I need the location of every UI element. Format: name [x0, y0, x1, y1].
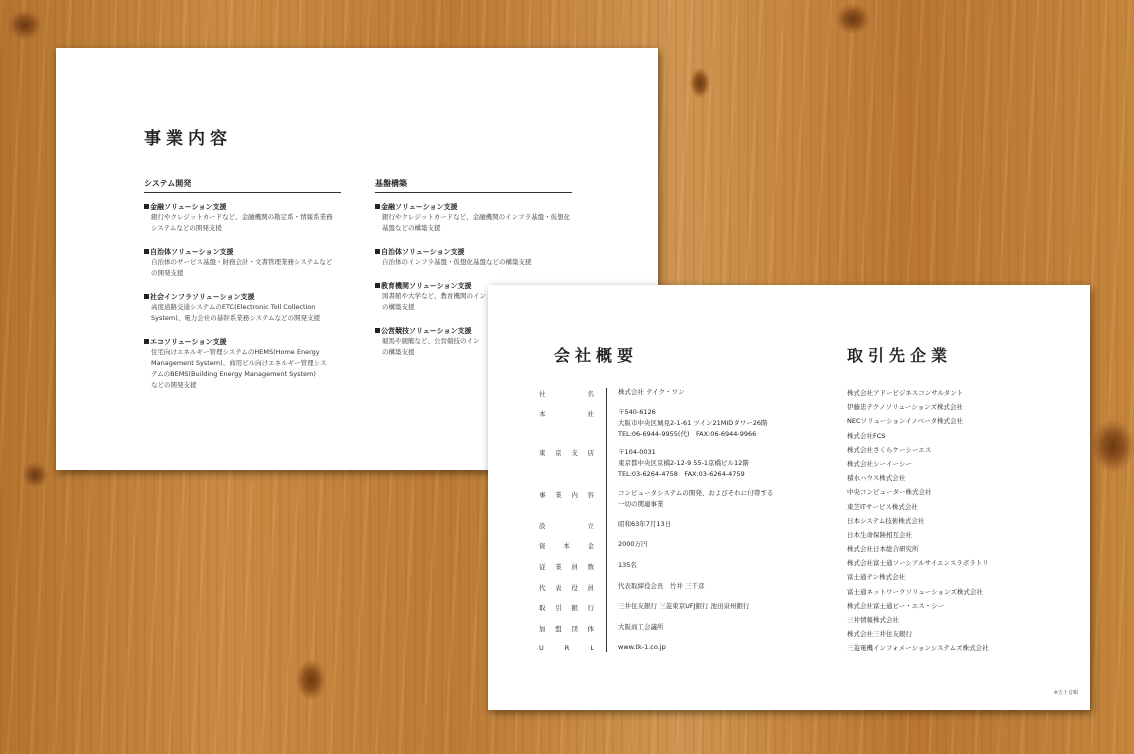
service-desc: 競馬や競艇など、公営競技のイン の構築支援	[382, 337, 480, 356]
client-item: 東芝ITサービス株式会社	[847, 502, 918, 511]
service-item	[144, 202, 341, 234]
service-desc: 住宅向けエネルギー管理システムのHEMS(Home Energy Management System)、商用ビル向けエネルギー管理シス テムのBEMS(Building Energy Management System) などの開発支援	[151, 348, 327, 389]
bullet-icon	[144, 294, 149, 299]
info-value	[618, 642, 666, 653]
company-profile-page	[488, 285, 1090, 710]
info-value: 三井住友銀行 三菱東京UFJ銀行 池田泉州銀行	[618, 602, 750, 610]
service-name: 金融ソリューション支援	[150, 203, 227, 211]
wood-knot	[690, 68, 710, 98]
client-item: 株式会社さくらケーシーエス	[847, 445, 932, 454]
info-label: 加 盟 団 体	[539, 625, 594, 633]
info-label: 本 社	[539, 410, 594, 418]
info-value: 2000万円	[618, 540, 648, 548]
service-item	[144, 292, 341, 324]
client-item: 三菱電機インフォメーションシステムズ株式会社	[847, 644, 989, 653]
client-item: 中央コンピューター株式会社	[847, 488, 932, 497]
service-name: 金融ソリューション支援	[381, 203, 458, 211]
wood-knot	[8, 10, 42, 40]
wood-knot	[1092, 420, 1134, 472]
info-label: 事 業 内 容	[539, 491, 594, 499]
client-item: 株式会社三井住友銀行	[847, 630, 912, 639]
bullet-icon	[144, 339, 149, 344]
service-desc: 自治体のインフラ基盤・仮想化基盤などの構築支援	[382, 258, 532, 266]
system-development-column	[144, 178, 341, 404]
client-item: NECソリューションイノベータ株式会社	[847, 417, 964, 426]
info-divider	[606, 388, 607, 652]
service-desc: 銀行やクレジットカードなど、金融機関の勘定系・情報系業務 システムなどの開発支援	[151, 213, 333, 232]
info-value: 135名	[618, 561, 637, 569]
business-content-title: 事業内容	[144, 129, 232, 149]
order-note: ※五十音順	[1053, 690, 1078, 696]
client-item: 三井情報株式会社	[847, 616, 899, 624]
service-item	[375, 247, 572, 268]
info-value: 大阪商工会議所	[618, 623, 664, 631]
client-item: 日本システム技術株式会社	[847, 516, 925, 525]
info-value: 昭和63年7月13日	[618, 520, 672, 528]
info-value: 代表取締役会長 竹井 三千彦	[618, 582, 705, 590]
client-item: 株式会社富士通ビー・エス・シー	[847, 601, 945, 610]
clients-title: 取引先企業	[847, 346, 953, 365]
client-item: 富士通ネットワークソリューションズ株式会社	[847, 587, 983, 596]
client-item: 伊藤忠テクノソリューションズ株式会社	[847, 403, 963, 412]
bullet-icon	[144, 249, 149, 254]
info-value: 〒540-6126 大阪市中央区城見2-1-61 ツイン21MIDタワー26階 TEL:06-6944-9955(代) FAX:06-6944-9966	[618, 408, 768, 438]
client-item: 積水ハウス株式会社	[847, 474, 906, 483]
company-profile-title: 会社概要	[554, 346, 639, 365]
service-desc: 自治体のサービス基盤・財務会計・文書管理業務システムなど の開発支援	[151, 258, 333, 277]
info-value: 株式会社 テイク・ワン	[618, 388, 685, 396]
info-label: 取 引 銀 行	[539, 604, 594, 612]
info-value: 〒104-0031 東京都中央区京橋2-12-9 55-1京橋ビル12階 TEL:03-6264-4758 FAX:03-6264-4759	[618, 448, 749, 478]
bullet-icon	[375, 328, 380, 333]
service-name: エコソリューション支援	[150, 338, 227, 346]
url-text: www.tk-1.co.jp	[618, 643, 666, 651]
info-value: コンピュータシステムの開発、およびそれに付帯する 一切の関連事業	[618, 489, 774, 508]
client-item: 株式会社富士通ソーシアルサイエンスラボラトリ	[847, 559, 989, 568]
info-label: 設 立	[539, 522, 594, 530]
info-label: U R L	[539, 644, 594, 652]
service-desc: 図書館や大学など、教育機関のイン の構築支援	[382, 292, 486, 311]
service-name: 自治体ソリューション支援	[381, 248, 465, 256]
column-heading: 基盤構築	[375, 178, 572, 193]
client-item: 株式会社シーイーシー	[847, 459, 912, 468]
service-name: 社会インフラソリューション支援	[150, 293, 255, 301]
wood-knot	[296, 660, 326, 700]
info-label: 東 京 支 店	[539, 449, 594, 457]
column-heading: システム開発	[144, 178, 341, 193]
bullet-icon	[375, 283, 380, 288]
client-list	[847, 388, 989, 658]
service-name: 自治体ソリューション支援	[150, 248, 234, 256]
service-name: 教育機関ソリューション支援	[381, 282, 472, 290]
wood-knot	[22, 462, 48, 488]
info-label: 資 本 金	[539, 542, 594, 550]
info-label: 従 業 員 数	[539, 563, 594, 571]
service-desc: 銀行やクレジットカードなど、金融機関のインフラ基盤・仮想化 基盤などの構築支援	[382, 213, 571, 232]
client-item: 日本生命保険相互会社	[847, 530, 912, 539]
info-label: 社 名	[539, 390, 594, 398]
bullet-icon	[375, 204, 380, 209]
client-item: 株式会社アドービジネスコンサルタント	[847, 389, 964, 397]
service-item	[144, 247, 341, 279]
service-name: 公営競技ソリューション支援	[381, 327, 472, 335]
service-item	[375, 202, 572, 234]
service-desc: 高度道路交通システムのETC(Electronic Toll Collection System)、電力会社の基幹系業務システムなどの開発支援	[151, 303, 321, 322]
info-label: 代 表 役 員	[539, 584, 594, 592]
client-item: 株式会社日本総合研究所	[847, 545, 919, 554]
service-item	[144, 337, 341, 391]
client-item: 株式会社FCS	[847, 431, 886, 440]
bullet-icon	[144, 204, 149, 209]
bullet-icon	[375, 249, 380, 254]
client-item: 富士通テン株式会社	[847, 573, 906, 582]
wood-knot	[836, 4, 870, 34]
